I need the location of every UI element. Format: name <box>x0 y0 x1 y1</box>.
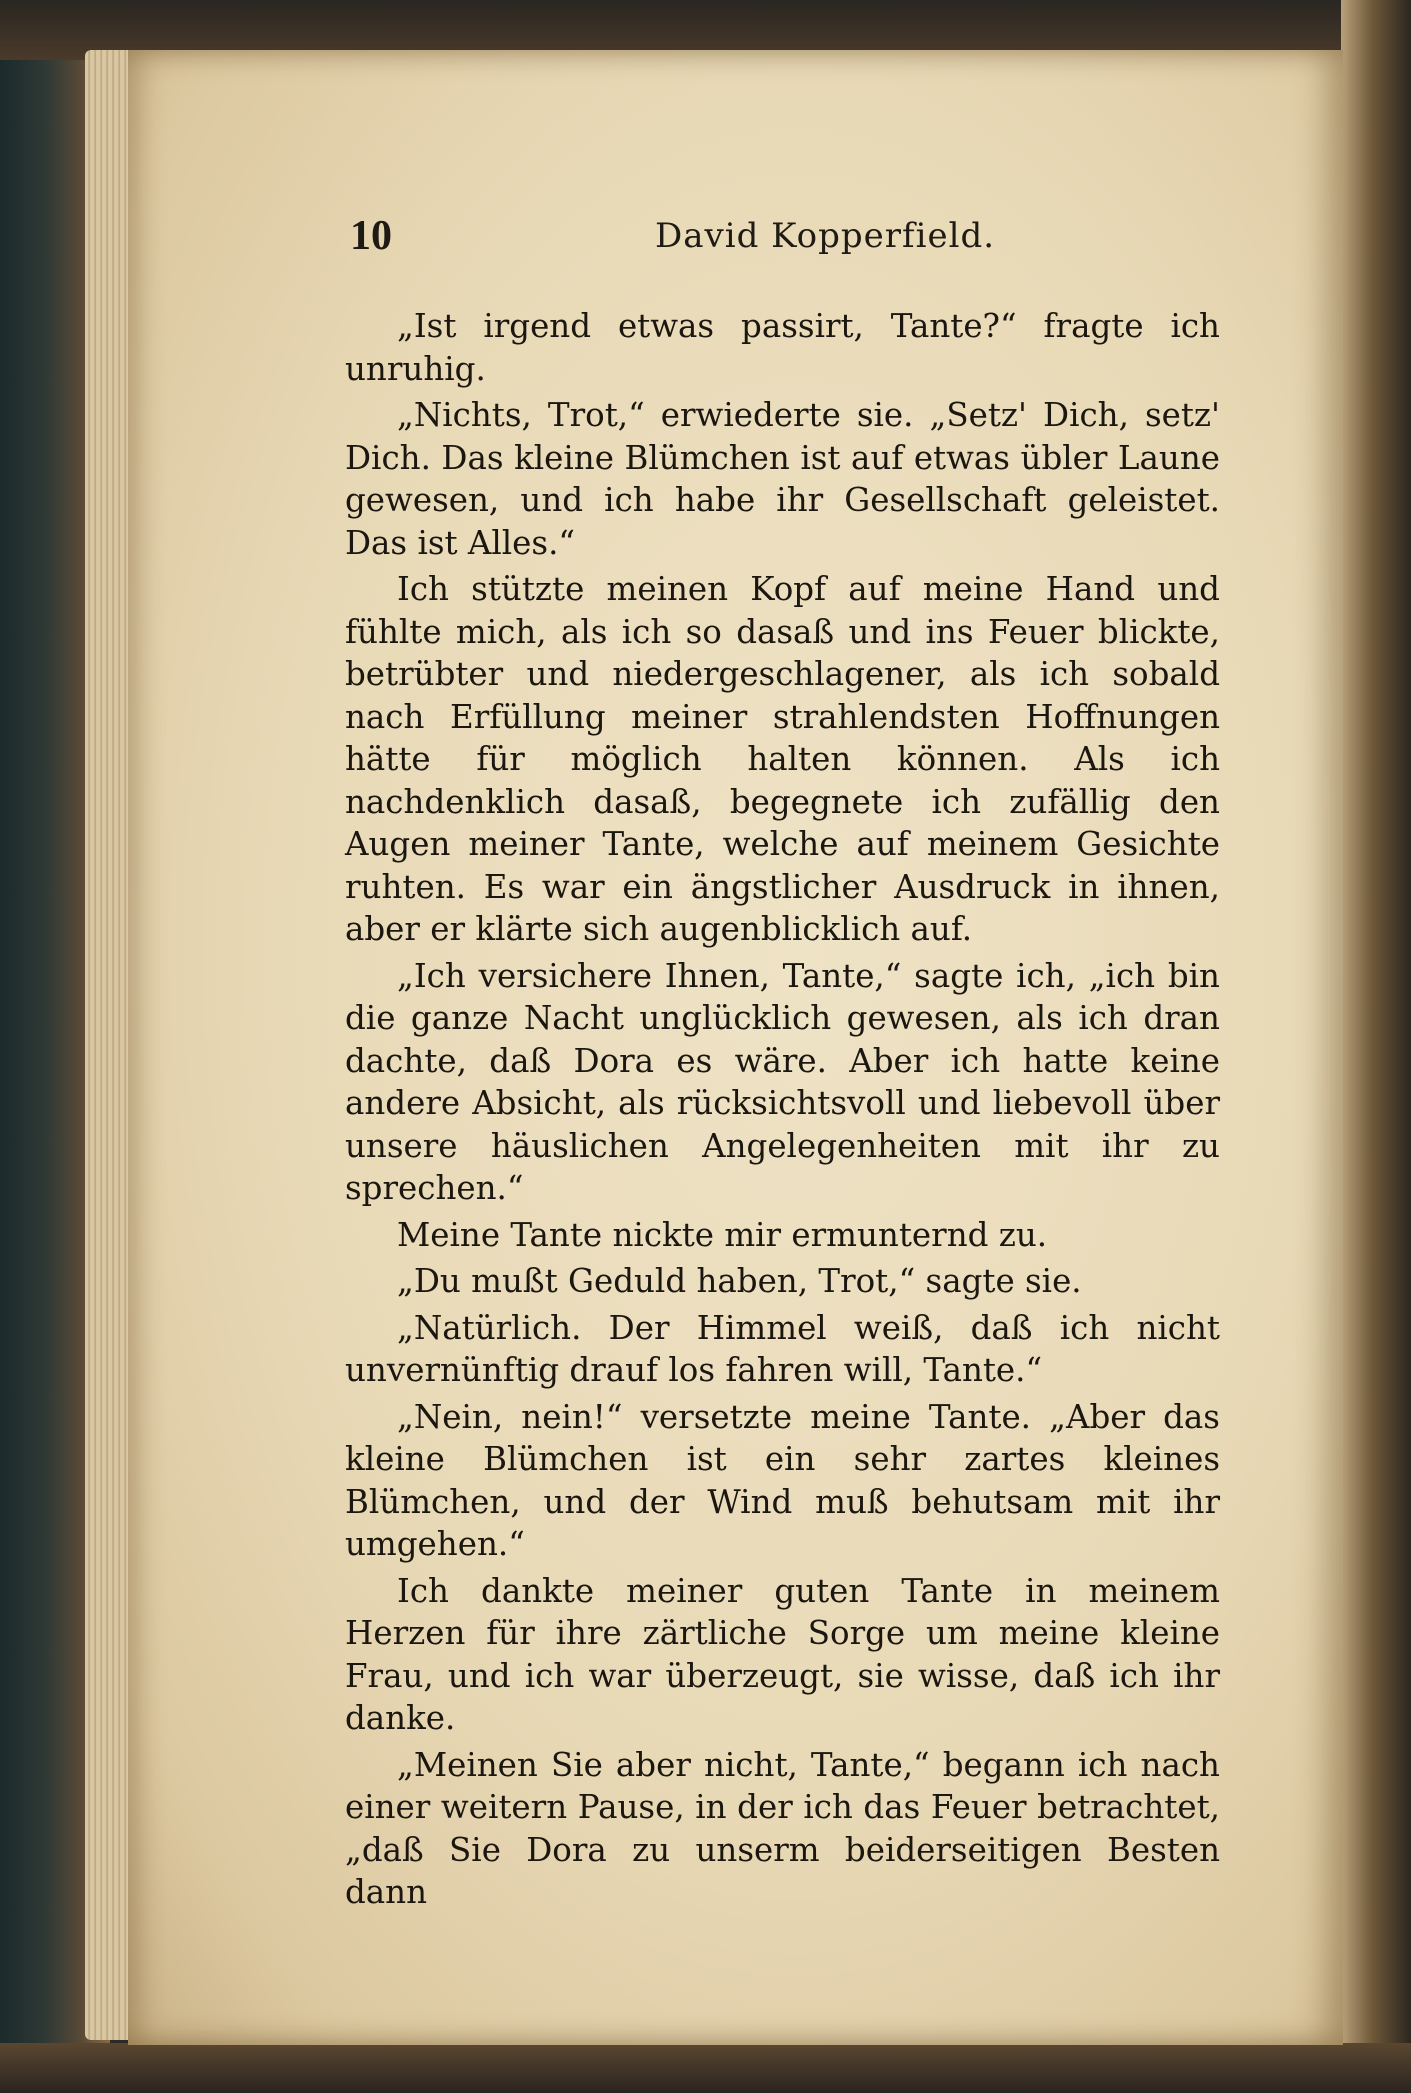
book-cover-bottom <box>0 2043 1411 2093</box>
paragraph: „Meinen Sie aber nicht, Tante,“ begann ich nach einer weitern Pause, in der ich das Feuer betrachtet, „daß Sie Dora zu unserm beiderseitigen Besten dann <box>345 1745 1220 1911</box>
paragraph: „Nein, nein!“ versetzte meine Tante. „Aber das kleine Blümchen ist ein sehr zartes kleines Blümchen, und der Wind muß behutsam mit ihr umgehen.“ <box>345 1397 1220 1563</box>
paragraph: „Natürlich. Der Himmel weiß, daß ich nicht unvernünftig drauf los fahren will, Tante.“ <box>345 1308 1220 1389</box>
paragraph: „Nichts, Trot,“ erwiederte sie. „Setz' Dich, setz' Dich. Das kleine Blümchen ist auf etwas übler Laune gewesen, und ich habe ihr Gesellschaft geleistet. Das ist Alles.“ <box>345 396 1220 562</box>
paragraph: „Ist irgend etwas passirt, Tante?“ fragte ich unruhig. <box>345 307 1220 388</box>
paragraph: „Ich versichere Ihnen, Tante,“ sagte ich, „ich bin die ganze Nacht unglücklich gewesen, als ich dran dachte, daß Dora es wäre. Aber ich hatte keine andere Absicht, als rücksichtsvoll und liebevoll über unsere häuslichen Angelegenheiten mit ihr zu sprechen.“ <box>345 956 1220 1207</box>
body-text <box>345 305 1220 1918</box>
book-cover-right <box>1341 0 1411 2093</box>
paragraph: Meine Tante nickte mir ermunternd zu. <box>397 1215 1048 1254</box>
paragraph: „Du mußt Geduld haben, Trot,“ sagte sie. <box>397 1262 1082 1300</box>
paragraph: Ich stützte meinen Kopf auf meine Hand und fühlte mich, als ich so dasaß und ins Feuer blickte, betrübter und niedergeschlagener, als ich sobald nach Erfüllung meiner strahlendsten Hoffnungen hätte für möglich halten können. Als ich nachdenklich dasaß, begegnete ich zufällig den Augen meiner Tante, welche auf meinem Gesichte ruhten. Es war ein ängstlicher Ausdruck in ihnen, aber er klärte sich augenblicklich auf. <box>345 570 1220 948</box>
paragraph: Ich dankte meiner guten Tante in meinem Herzen für ihre zärtliche Sorge um meine kleine Frau, und ich war überzeugt, sie wisse, daß ich ihr danke. <box>345 1571 1220 1737</box>
page-header <box>350 212 1150 262</box>
running-title: David Kopperfield. <box>655 216 996 256</box>
page-number: 10 <box>350 213 392 259</box>
